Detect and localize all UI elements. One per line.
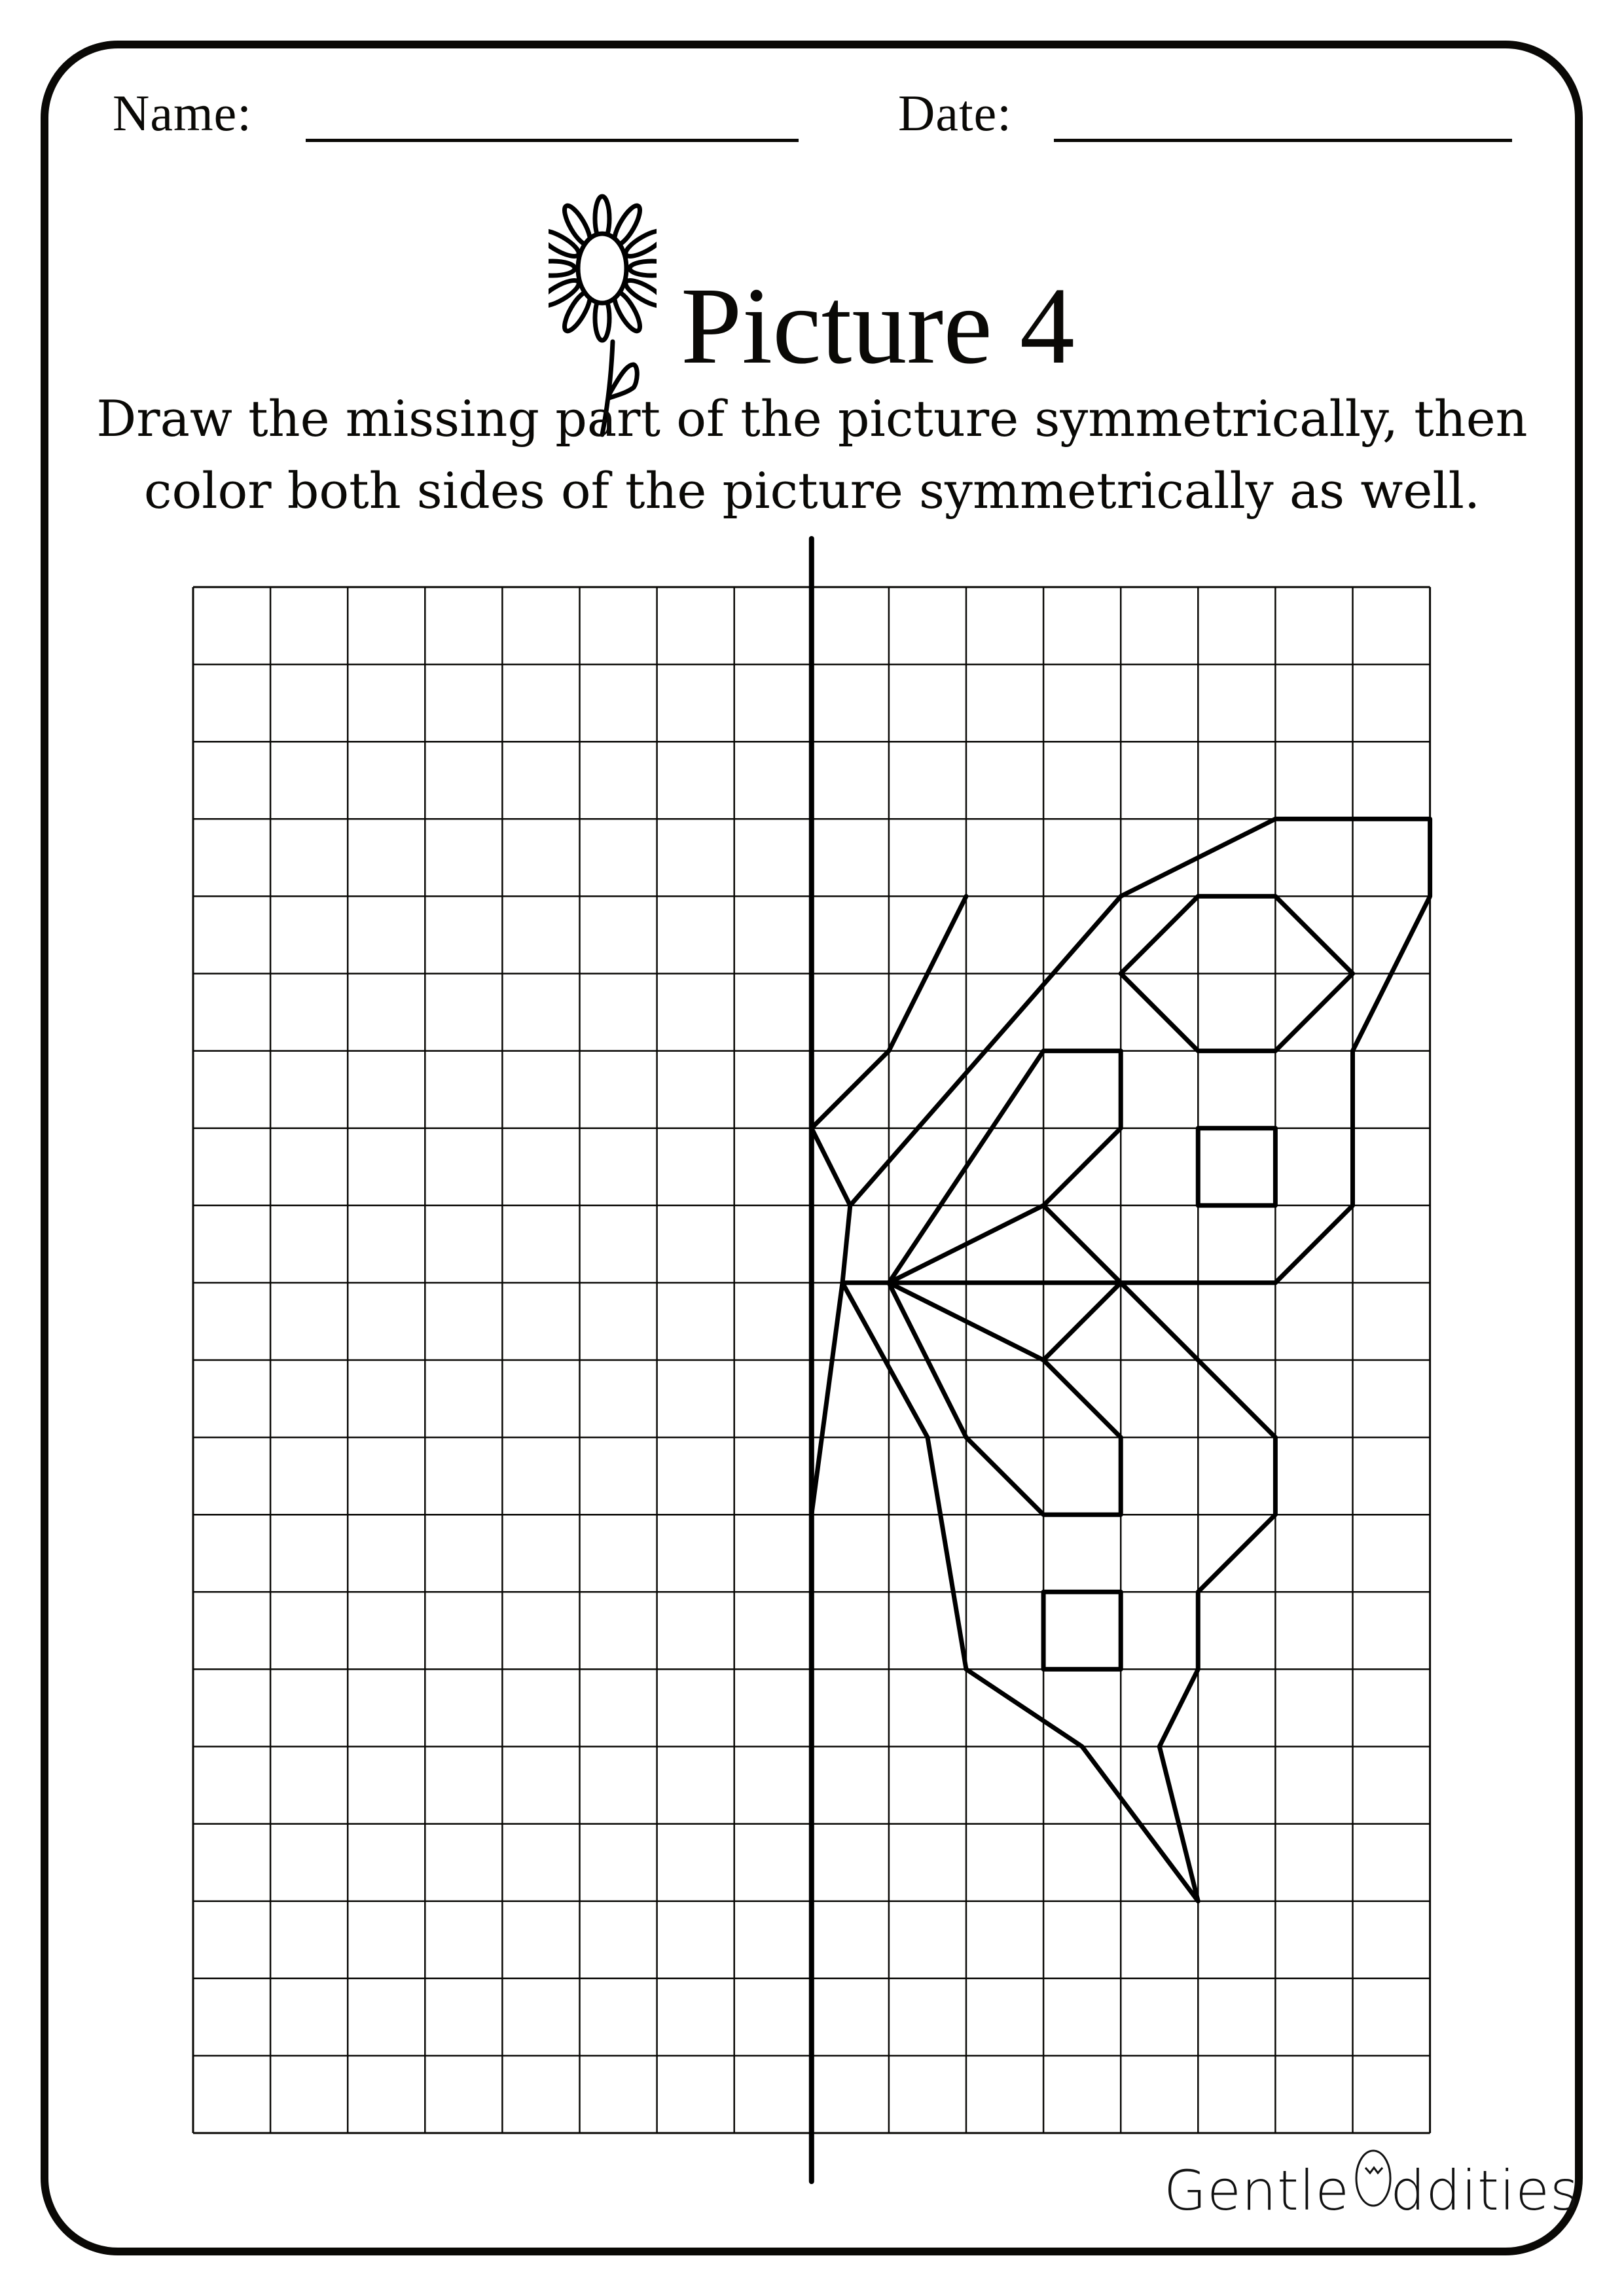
page-title: Picture 4 — [681, 265, 1075, 387]
brand-text-left: Gentle — [1164, 2159, 1350, 2223]
name-label: Name: — [113, 84, 252, 141]
date-label: Date: — [898, 84, 1012, 141]
lower-square — [1043, 1592, 1121, 1669]
instructions-line-2: color both sides of the picture symmetrically as well. — [143, 461, 1481, 520]
brand-logo — [1164, 2153, 1579, 2225]
upper-diagonal — [1043, 1206, 1121, 1283]
upper-square — [1198, 1128, 1275, 1206]
lower-diagonal — [1043, 1283, 1121, 1360]
cracked-egg-icon — [1354, 2153, 1392, 2212]
instructions-line-1: Draw the missing part of the picture symmetrically, then — [96, 389, 1528, 448]
brand-text-right: ddities — [1390, 2159, 1579, 2223]
